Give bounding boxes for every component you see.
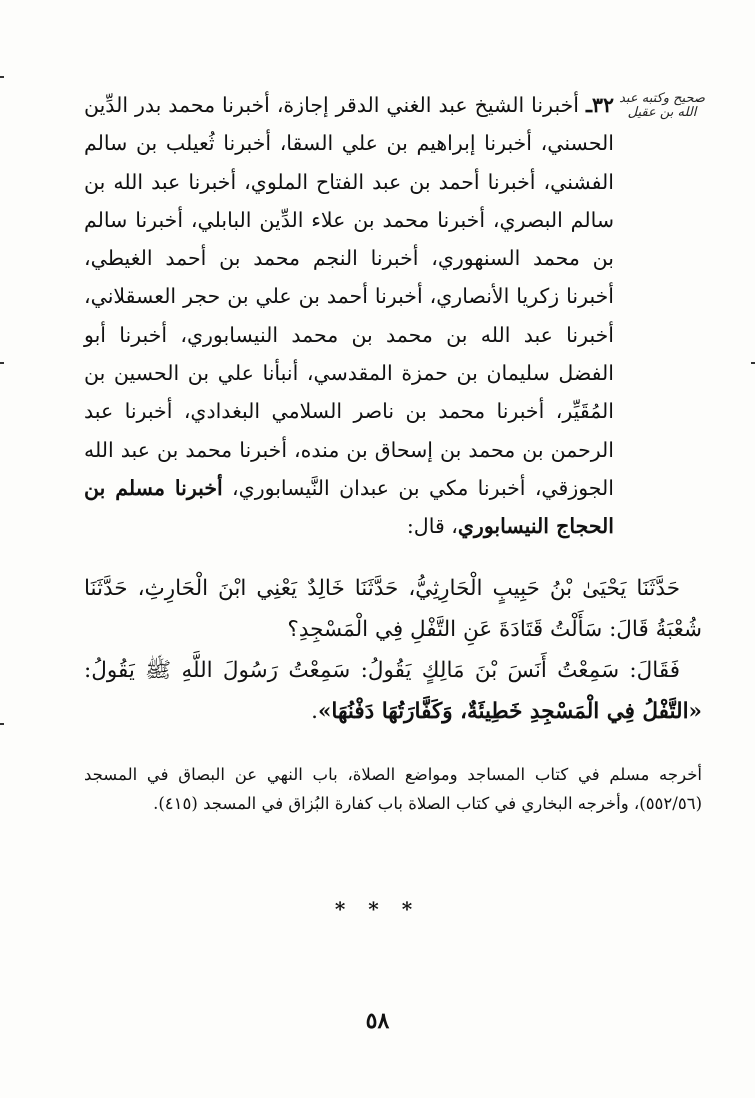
scan-edge-mark bbox=[0, 723, 4, 725]
hadith-chain-paragraph: حَدَّثَنَا يَحْيَىٰ بْنُ حَبِيبٍ الْحَارِثِيُّ، حَدَّثَنَا خَالِدٌ يَعْنِي ابْنَ الْحَارِثِ، حَدَّثَنَا شُعْبَةُ قَالَ: سَأَلْتُ قَتَادَةَ عَنِ التَّفْلِ فِي الْمَسْجِدِ؟ bbox=[84, 576, 702, 642]
scan-edge-mark bbox=[0, 362, 4, 364]
isnad-muslim-bold: أخبرنا مسلم بن الحجاج النيسابوري bbox=[84, 475, 614, 539]
hadith-number: ٣٢ bbox=[591, 93, 614, 117]
hadith-end-dot: . bbox=[311, 699, 318, 724]
hadith-quote: «التَّفْلُ فِي الْمَسْجِدِ خَطِيئَةٌ، وَكَفَّارَتُهَا دَفْنُهَا» bbox=[317, 699, 702, 724]
scan-edge-mark bbox=[751, 362, 755, 364]
hadith-matn-paragraph bbox=[84, 650, 702, 732]
isnad-chain-text: أخبرنا الشيخ عبد الغني الدقر إجازة، أخبرنا محمد بدر الدِّين الحسني، أخبرنا إبراهيم بن علي السقا، أخبرنا ثُعيلب بن سالم الفشني، أخبرنا أحمد بن عبد الفتاح الملوي، أخبرنا عبد الله بن سالم البصري، أخبرنا محمد بن علاء الدِّين البابلي، أخبرنا سالم بن محمد السنهوري، أخبرنا النجم محمد بن أحمد الغيطي، أخبرنا زكريا الأنصاري، أخبرنا أحمد بن علي بن حجر العسقلاني، أخبرنا عبد الله بن محمد بن محمد النيسابوري، أخبرنا أبو الفضل سليمان بن حمزة المقدسي، أنبأنا علي بن الحسين بن المُقَيِّر، أخبرنا محمد بن ناصر السلامي البغدادي، أخبرنا عبد الرحمن بن محمد بن إسحاق بن منده، أخبرنا محمد بن عبد الله الجوزقي، أخبرنا مكي بن عبدان النَّيسابوري، bbox=[84, 93, 614, 500]
scan-edge-mark bbox=[0, 76, 4, 78]
number-dash: ـ bbox=[585, 93, 592, 117]
page-number: ٥٨ bbox=[365, 1008, 390, 1034]
section-separator: * * * bbox=[334, 897, 421, 921]
isnad-paragraph bbox=[84, 86, 614, 546]
takhrij-footnote: أخرجه مسلم في كتاب المساجد ومواضع الصلاة، باب النهي عن البصاق في المسجد (٥٥٢/٥٦)، وأخرجه البخاري في كتاب الصلاة باب كفارة البُزاق في المسجد (٤١٥). bbox=[84, 765, 702, 813]
handwritten-margin-note: صحيح وكتبه عبد الله بن عقيل bbox=[619, 91, 705, 120]
hadith-text bbox=[84, 568, 702, 732]
hadith-matn-intro: فَقَالَ: سَمِعْتُ أَنَسَ بْنَ مَالِكٍ يَقُولُ: سَمِعْتُ رَسُولَ اللَّهِ ﷺ يَقُولُ: bbox=[84, 658, 680, 683]
isnad-qala: ، قال: bbox=[406, 514, 458, 539]
